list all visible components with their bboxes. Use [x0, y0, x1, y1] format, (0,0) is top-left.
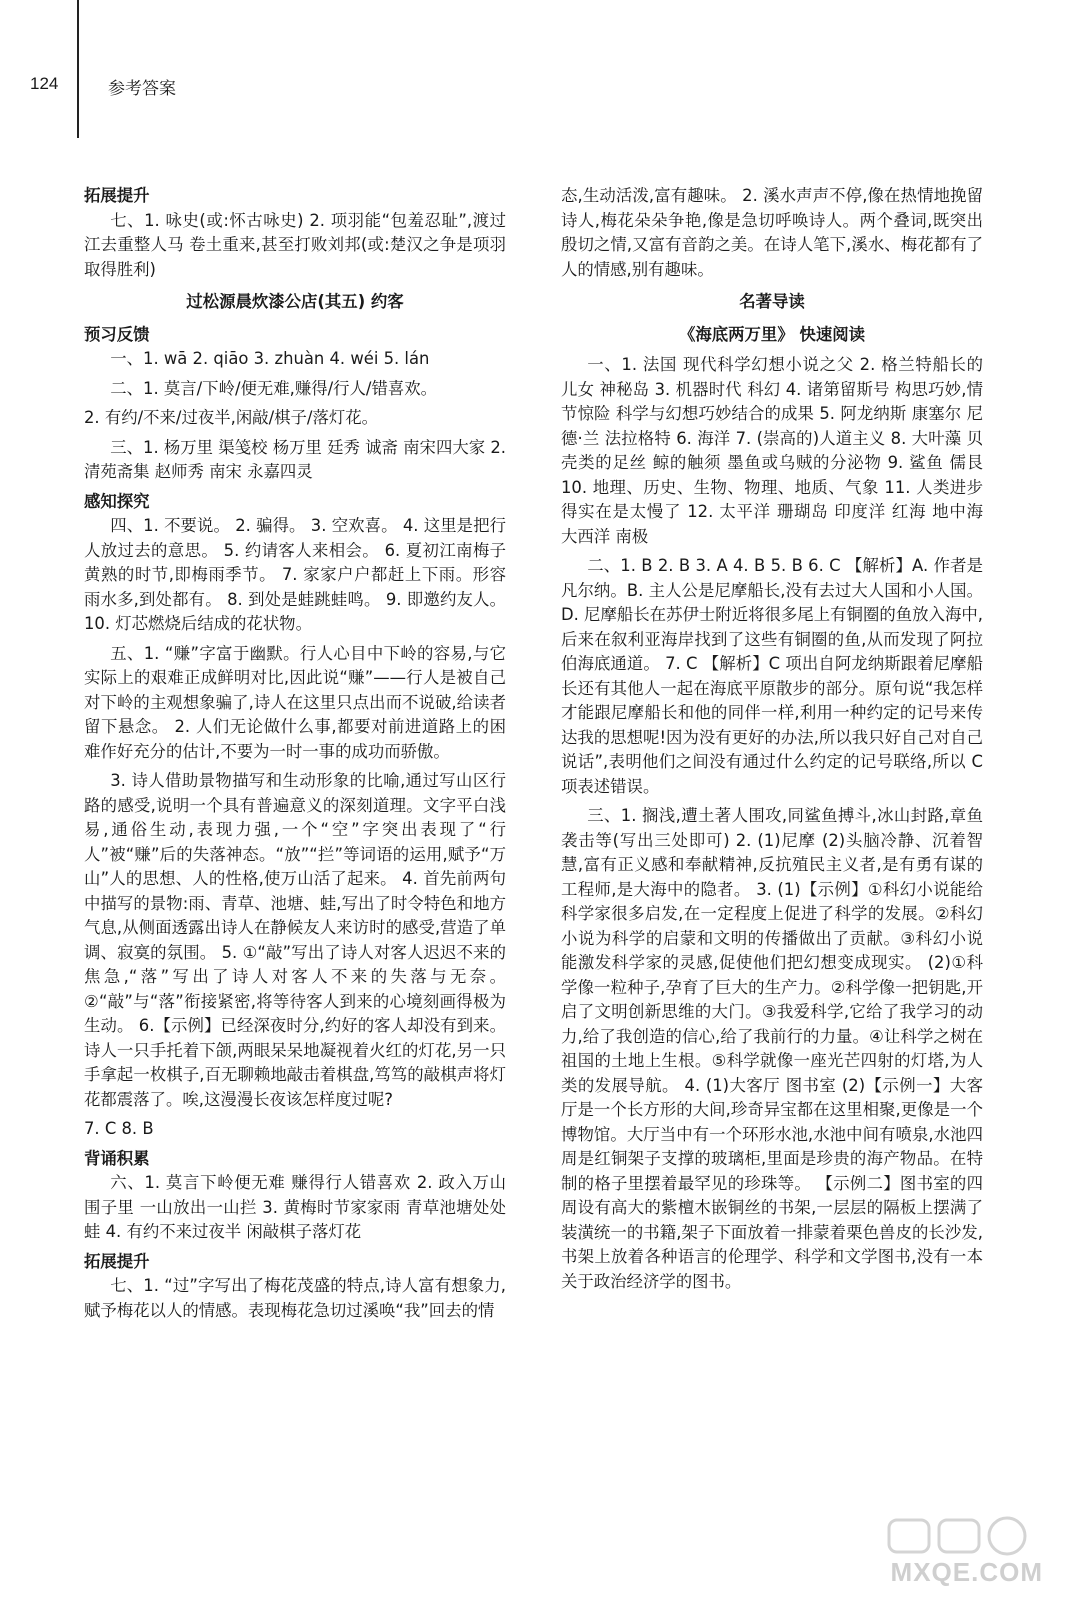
running-head: 参考答案	[108, 79, 176, 99]
answer-paragraph: 三、1. 搁浅,遭土著人围攻,同鲨鱼搏斗,冰山封路,章鱼袭击等(写出三处即可) 2. (1)尼摩 (2)头脑冷静、沉着智慧,富有正义感和奉献精神,反抗殖民主义者,是有勇有谋的工程师,是大海中的隐者。 3. (1)【示例】①科幻小说能给科学家很多启发,在一定程度上促进了科学的发展。②科幻小说为科学的启蒙和文明的传播做出了贡献。③科幻小说能激发科学家的灵感,促使他们把幻想变成现实。 (2)①科学像一粒种子,孕育了巨大的生产力。②科学像一把钥匙,开启了文明创新思维的大门。③我爱科学,它给了我学习的动力,给了我创造的信心,给了我前行的力量。④让科学之树在祖国的土地上生根。⑤科学就像一座光芒四射的灯塔,为人类的发展导航。 4. (1)大客厅 图书室 (2)【示例一】大客厅是一个长方形的大间,珍奇异宝都在这里相聚,更像是一个博物馆。大厅当中有一个环形水池,水池中间有喷泉,水池四周是红铜架子支撑的玻璃柜,里面是珍贵的海产物品。在特制的格子里摆着最罕见的珍珠等。 【示例二】图书室的四周设有高大的紫檀木嵌铜丝的书架,一层层的隔板上摆满了装潢统一的书籍,架子下面放着一排蒙着栗色兽皮的长沙发,书架上放着各种语言的伦理学、科学和文学图书,没有一本关于政治经济学的图书。	[561, 806, 983, 1291]
article-title: 名著导读	[739, 292, 805, 311]
watermark-logo-icon	[885, 1514, 1035, 1558]
section-heading: 拓展提升	[84, 1251, 150, 1271]
answer-paragraph: 一、1. 法国 现代科学幻想小说之父 2. 格兰特船长的儿女 神秘岛 3. 机器时代 科幻 4. 诸第留斯号 构思巧妙,情节惊险 科学与幻想巧妙结合的成果 5. 阿龙纳斯 康塞尔 尼德·兰 法拉格特 6. 海洋 7. (崇高的)人道主义 8. 大叶藻 贝壳类的足丝 鲸的触须 墨鱼或乌贼的分泌物 9. 鲨鱼 儒艮 10. 地理、历史、生物、物理、地质、气象 11. 人类进步得实在是太慢了 12. 太平洋 珊瑚岛 印度洋 红海 地中海 大西洋 南极	[561, 355, 983, 546]
section-heading: 感知探究	[84, 491, 150, 511]
answer-paragraph: 二、1. 莫言/下岭/便无难,赚得/行人/错喜欢。	[110, 378, 438, 398]
header-rule	[77, 0, 79, 138]
left-column	[84, 184, 506, 1328]
article-title: 过松源晨炊漆公店(其五) 约客	[186, 292, 404, 311]
answer-paragraph: 二、1. B 2. B 3. A 4. B 5. B 6. C 【解析】A. 作者是凡尔纳。B. 主人公是尼摩船长,没有去过大人国和小人国。D. 尼摩船长在苏伊士附近将很多尾上有铜圈的鱼放入海中,后来在叙利亚海岸找到了这些有铜圈的鱼,从而发现了阿拉伯海底通道。 7. C 【解析】C 项出自阿龙纳斯跟着尼摩船长还有其他人一起在海底平原散步的部分。原句说“我怎样才能跟尼摩船长和他的同伴一样,利用一种约定的记号来传达我的思想呢!因为没有更好的办法,所以我只好自己对自己说话”,表明他们之间没有通过什么约定的记号联络,所以 C 项表述错误。	[561, 556, 983, 796]
answer-paragraph: 七、1. “过”字写出了梅花茂盛的特点,诗人富有想象力,赋予梅花以人的情感。表现梅花急切过溪唤“我”回去的情	[84, 1276, 506, 1320]
watermark-text: MXQE.COM	[890, 1557, 1043, 1587]
answer-paragraph: 7. C 8. B	[84, 1119, 154, 1138]
section-heading: 预习反馈	[84, 324, 150, 344]
section-heading: 背诵积累	[84, 1148, 150, 1168]
answer-paragraph: 四、1. 不要说。 2. 骗得。 3. 空欢喜。 4. 这里是把行人放过去的意思。 5. 约请客人来相会。 6. 夏初江南梅子黄熟的时节,即梅雨季节。 7. 家家户户都赶上下雨。形容雨水多,到处都有。 8. 到处是蛙跳蛙鸣。 9. 即邀约友人。 10. 灯芯燃烧后结成的花状物。	[84, 516, 506, 633]
right-column	[561, 184, 983, 1299]
answer-paragraph: 三、1. 杨万里 渠笺校 杨万里 廷秀 诚斋 南宋四大家 2. 清苑斋集 赵师秀 南宋 永嘉四灵	[84, 437, 506, 481]
answer-paragraph: 态,生动活泼,富有趣味。 2. 溪水声声不停,像在热情地挽留诗人,梅花朵朵争艳,像是急切呼唤诗人。两个叠词,既突出殷切之情,又富有音韵之美。在诗人笔下,溪水、梅花都有了人的情感,别有趣味。	[561, 186, 983, 279]
answer-paragraph: 六、1. 莫言下岭便无难 赚得行人错喜欢 2. 政入万山围子里 一山放出一山拦 3. 黄梅时节家家雨 青草池塘处处蛙 4. 有约不来过夜半 闲敲棋子落灯花	[84, 1173, 506, 1241]
answer-paragraph: 七、1. 咏史(或:怀古咏史) 2. 项羽能“包羞忍耻”,渡过江去重整人马 卷土重来,甚至打败刘邦(或:楚汉之争是项羽取得胜利)	[84, 210, 506, 279]
section-heading: 拓展提升	[84, 186, 150, 205]
article-subtitle: 《海底两万里》 快速阅读	[678, 324, 865, 344]
answer-paragraph: 五、1. “赚”字富于幽默。行人心目中下岭的容易,与它实际上的艰难正成鲜明对比,因此说“赚”——行人是被自己对下岭的主观想象骗了,诗人在这里只点出而不说破,给读者留下悬念。 2. 人们无论做什么事,都要对前进道路上的困难作好充分的估计,不要为一时一事的成功而骄傲。	[84, 643, 506, 761]
answer-paragraph: 一、1. wā 2. qiāo 3. zhuàn 4. wéi 5. lán	[110, 349, 430, 368]
page-number: 124	[30, 74, 59, 93]
answer-paragraph: 3. 诗人借助景物描写和生动形象的比喻,通过写山区行路的感受,说明一个具有普遍意义的深刻道理。文字平白浅易,通俗生动,表现力强,一个“空”字突出表现了“行人”被“赚”后的失落神态。“放”“拦”等词语的运用,赋予“万山”人的思想、人的性格,使万山活了起来。 4. 首先前两句中描写的景物:雨、青草、池塘、蛙,写出了时令特色和地方气息,从侧面透露出诗人在静候友人来访时的感受,营造了单调、寂寞的氛围。 5. ①“敲”写出了诗人对客人迟迟不来的焦急,“落”写出了诗人对客人不来的失落与无奈。②“敲”与“落”衔接紧密,将等待客人到来的心境刻画得极为生动。 6.【示例】已经深夜时分,约好的客人却没有到来。诗人一只手托着下颌,两眼呆呆地凝视着火红的灯花,另一只手拿起一枚棋子,百无聊赖地敲击着棋盘,笃笃的敲棋声将灯花都震落了。唉,这漫漫长夜该怎样度过呢?	[84, 771, 506, 1109]
answer-paragraph: 2. 有约/不来/过夜半,闲敲/棋子/落灯花。	[84, 408, 379, 427]
